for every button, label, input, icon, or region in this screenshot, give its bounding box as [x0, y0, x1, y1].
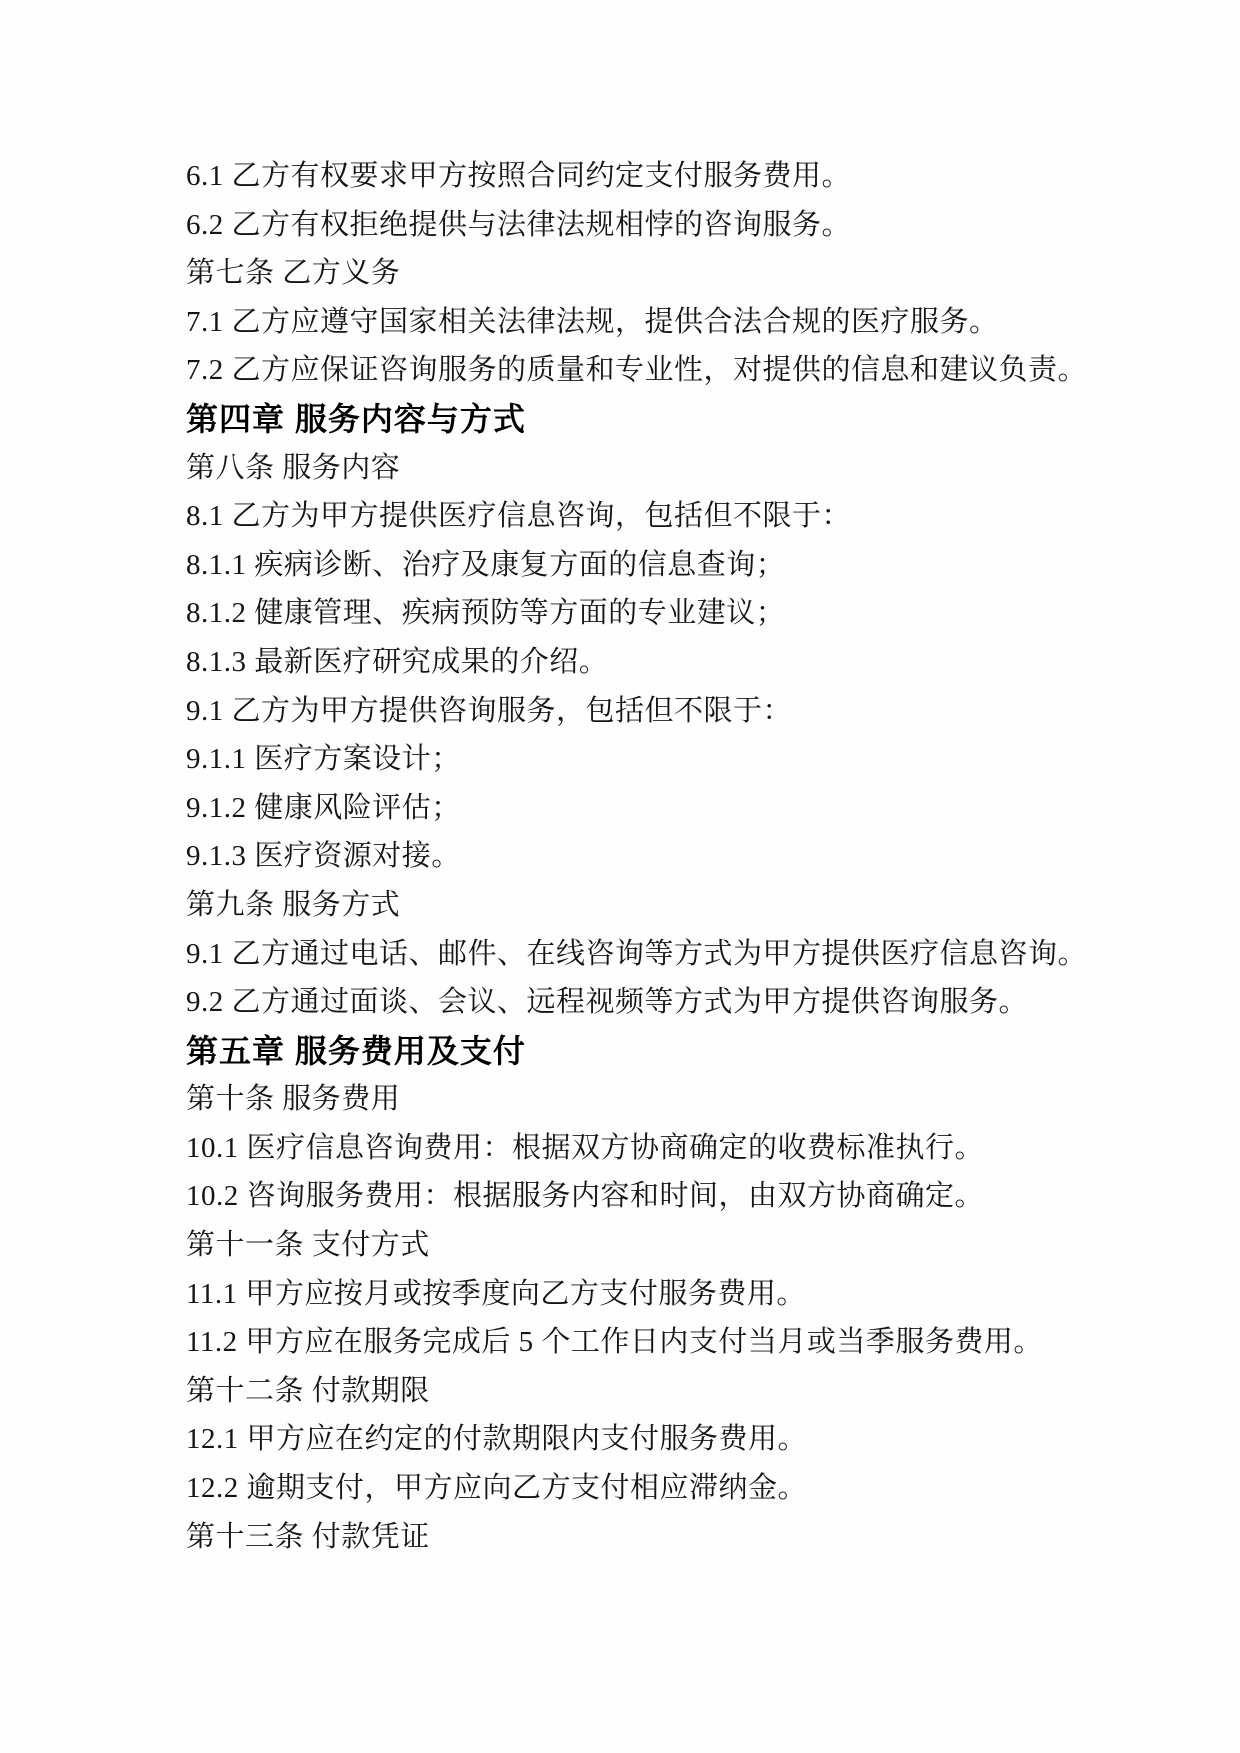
clause-line: 11.2 甲方应在服务完成后 5 个工作日内支付当月或当季服务费用。	[186, 1326, 1043, 1359]
article-heading: 第十三条 付款凭证	[186, 1520, 430, 1553]
clause-line: 9.1.3 医疗资源对接。	[186, 840, 461, 873]
clause-line: 12.2 逾期支付，甲方应向乙方支付相应滞纳金。	[186, 1472, 808, 1505]
clause-line: 12.1 甲方应在约定的付款期限内支付服务费用。	[186, 1423, 808, 1456]
article-heading: 第九条 服务方式	[186, 888, 401, 921]
clause-line: 8.1.2 健康管理、疾病预防等方面的专业建议；	[186, 597, 786, 630]
article-heading: 第十条 服务费用	[186, 1083, 401, 1116]
clause-line: 11.1 甲方应按月或按季度向乙方支付服务费用。	[186, 1277, 806, 1310]
clause-line: 6.2 乙方有权拒绝提供与法律法规相悖的咨询服务。	[186, 208, 852, 241]
contract-text-body	[186, 152, 1240, 1561]
clause-line: 8.1 乙方为甲方提供医疗信息咨询，包括但不限于：	[186, 500, 852, 533]
clause-line: 10.2 咨询服务费用：根据服务内容和时间，由双方协商确定。	[186, 1180, 985, 1213]
clause-line: 8.1.1 疾病诊断、治疗及康复方面的信息查询；	[186, 548, 786, 581]
article-heading: 第十二条 付款期限	[186, 1374, 430, 1407]
clause-line: 10.1 医疗信息咨询费用：根据双方协商确定的收费标准执行。	[186, 1131, 985, 1164]
chapter-heading: 第五章 服务费用及支付	[186, 1032, 526, 1069]
clause-line: 9.1 乙方为甲方提供咨询服务，包括但不限于：	[186, 694, 793, 727]
clause-line: 9.1 乙方通过电话、邮件、在线咨询等方式为甲方提供医疗信息咨询。	[186, 937, 1088, 970]
chapter-heading: 第四章 服务内容与方式	[186, 400, 526, 437]
article-heading: 第八条 服务内容	[186, 451, 401, 484]
clause-line: 9.2 乙方通过面谈、会议、远程视频等方式为甲方提供咨询服务。	[186, 986, 1029, 1019]
clause-line: 9.1.2 健康风险评估；	[186, 791, 461, 824]
clause-line: 9.1.1 医疗方案设计；	[186, 743, 461, 776]
clause-line: 7.1 乙方应遵守国家相关法律法规，提供合法合规的医疗服务。	[186, 305, 999, 338]
clause-line: 6.1 乙方有权要求甲方按照合同约定支付服务费用。	[186, 160, 852, 192]
clause-line: 8.1.3 最新医疗研究成果的介绍。	[186, 645, 609, 678]
clause-line: 7.2 乙方应保证咨询服务的质量和专业性，对提供的信息和建议负责。	[186, 354, 1088, 387]
article-heading: 第七条 乙方义务	[186, 257, 401, 290]
article-heading: 第十一条 支付方式	[186, 1229, 430, 1262]
